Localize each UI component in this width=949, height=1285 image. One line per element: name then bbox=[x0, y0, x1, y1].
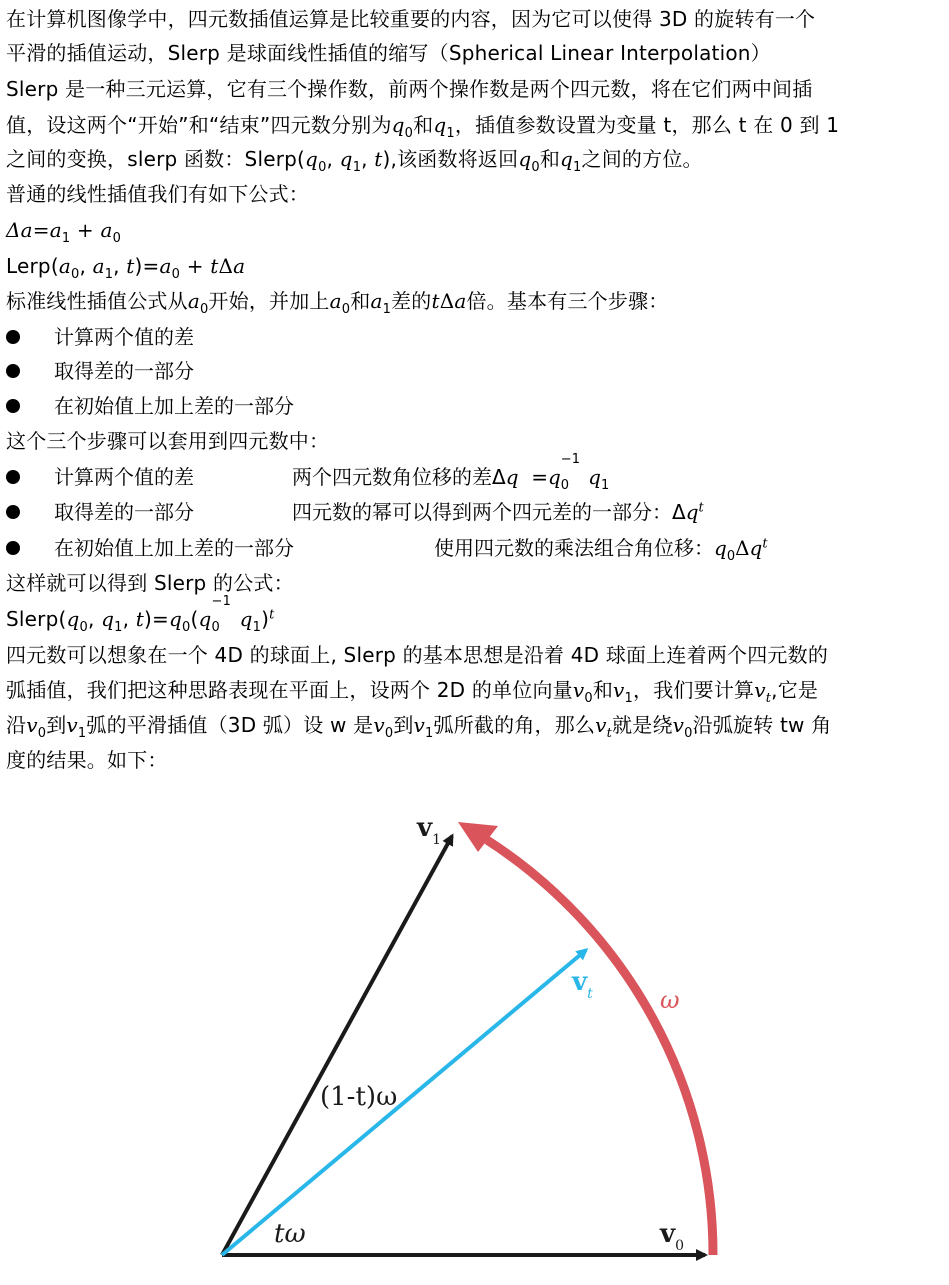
label-omega: ω bbox=[660, 986, 680, 1014]
list-item: 取得差的一部分 bbox=[54, 359, 194, 383]
label-v0: $v_0$ bbox=[660, 1219, 685, 1254]
label-vt: $v_t$ bbox=[572, 967, 593, 1002]
paragraph-slerp-line3: 之间的变换，slerp 函数：$Slerp(q_0$, $q_1$, t),该函数将返回$q_0$和$q_1$之间的方位。 bbox=[6, 147, 703, 175]
list-item-desc: 使用四元数的乘法组合角位移：$q_0\Delta q^t$ bbox=[434, 536, 768, 564]
paragraph-slerp-line2: 值，设这两个“开始”和“结束”四元数分别为$q_0$和$q_1$，插值参数设置为变量 t，那么 t 在 0 到 1 bbox=[6, 113, 840, 141]
bullet-marker bbox=[6, 399, 20, 413]
vector-v1 bbox=[222, 836, 452, 1255]
paragraph-4d-sphere-line2: 弧插值，我们把这种思路表现在平面上，设两个 2D 的单位向量$v_0$和$v_1$，我们要计算$v_t$,它是 bbox=[6, 678, 819, 706]
bullet-marker bbox=[6, 364, 20, 378]
list-item-desc: 四元数的幂可以得到两个四元差的一部分：$\Delta q^t$ bbox=[292, 500, 704, 524]
paragraph-4d-sphere-line3: 沿$v_0$到$v_1$弧的平滑插值（3D 弧）设 w 是$v_0$到$v_1$弧所截的角，那么$v_t$就是绕$v_0$沿弧旋转 tw 角 bbox=[6, 713, 832, 741]
label-one-minus-t-omega: (1-t)ω bbox=[320, 1082, 398, 1112]
paragraph-intro-line1: 在计算机图像学中，四元数插值运算是比较重要的内容，因为它可以使得 3D 的旋转有一个 bbox=[6, 7, 816, 31]
list-item: 计算两个值的差 bbox=[54, 325, 194, 349]
list-item-step: 计算两个值的差 bbox=[54, 465, 194, 489]
list-item-desc: 两个四元数角位移的差Δq =q $_{-1 0}$ $q_1$ bbox=[292, 452, 610, 493]
paragraph-slerp-formula-intro: 这样就可以得到 Slerp 的公式： bbox=[6, 571, 294, 595]
slerp-diagram bbox=[0, 800, 949, 1280]
paragraph-apply-quaternion: 这个三个步骤可以套用到四元数中： bbox=[6, 429, 330, 453]
paragraph-slerp-line1: Slerp 是一种三元运算，它有三个操作数，前两个操作数是两个四元数，将在它们两中间插 bbox=[6, 77, 813, 101]
paragraph-intro-line2: 平滑的插值运动，Slerp 是球面线性插值的缩写（Spherical Linear Interpolation） bbox=[6, 41, 771, 65]
label-t-omega: tω bbox=[274, 1219, 306, 1249]
list-item-step: 在初始值上加上差的一部分 bbox=[54, 536, 294, 560]
bullet-marker bbox=[6, 541, 20, 555]
list-item-step: 取得差的一部分 bbox=[54, 500, 194, 524]
bullet-marker bbox=[6, 505, 20, 519]
paragraph-4d-sphere-line4: 度的结果。如下： bbox=[6, 748, 168, 772]
vector-vt bbox=[222, 950, 586, 1255]
omega-arc bbox=[487, 840, 713, 1255]
bullet-marker bbox=[6, 470, 20, 484]
formula-slerp: $Slerp(q_0$, $q_1$, $t)=q_0(q$ $_{-1 0}$ $q_1)^t$ bbox=[6, 594, 275, 635]
bullet-marker bbox=[6, 330, 20, 344]
paragraph-linear: 普通的线性插值我们有如下公式： bbox=[6, 182, 309, 206]
formula-lerp: $Lerp(a_0$, $a_1$, $t)=a_0 + t\Delta a$ bbox=[6, 254, 246, 282]
paragraph-4d-sphere-line1: 四元数可以想象在一个 4D 的球面上, Slerp 的基本思想是沿着 4D 球面上连着两个四元数的 bbox=[6, 643, 829, 667]
label-v1: $v_1$ bbox=[417, 813, 442, 848]
formula-delta-a: $\Delta a=a_1 + a_0$ bbox=[6, 218, 122, 246]
list-item: 在初始值上加上差的一部分 bbox=[54, 394, 294, 418]
paragraph-standard-lerp: 标准线性插值公式从$a_0$开始，并加上$a_0$和$a_1$差的tΔa倍。基本有三个步骤： bbox=[6, 289, 669, 317]
